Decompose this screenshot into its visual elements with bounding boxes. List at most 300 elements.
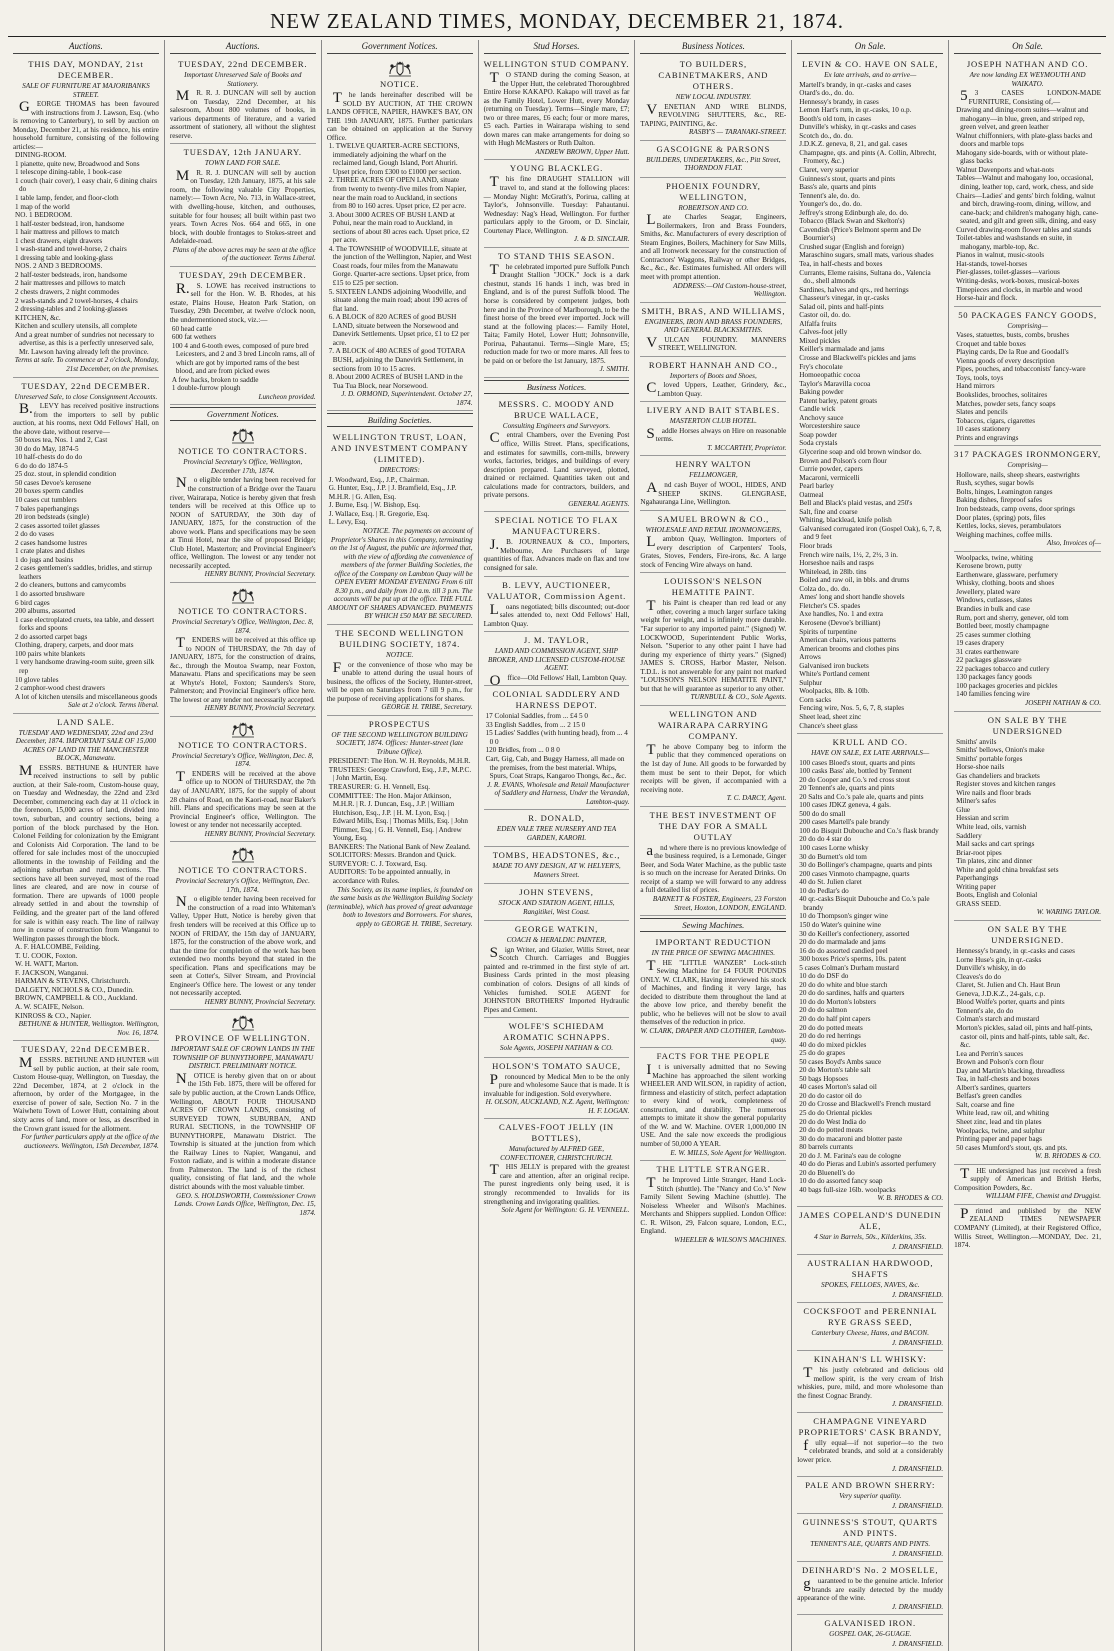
ad-line-item: 1 do assorted brushware <box>15 590 85 599</box>
ad-line-item: 25 doz. stout, in splendid condition <box>15 470 117 479</box>
ad-line-item: TREASURER: G. H. Vennell, Esq. <box>328 782 430 791</box>
advertisement <box>640 303 786 357</box>
ad-body: MR. R. J. DUNCAN will sell by auction on Tuesday, 12th January, 1875, at his sale room, the following valuable City Properties, namely:— Town Acre, No. 713, in Wallace-street, with dwelling-house, kitchen, and outhouses, suitable for four houses; all built within past two years. Town Acres Nos. 664 and 665, in one block, with double frontages to Stokes-street and Adelaide-road. <box>169 167 316 246</box>
ad-signature: J. DRANSFIELD. <box>891 1602 944 1611</box>
ad-line-item: Candle wick <box>799 405 836 414</box>
ad-line-item: Younger's do., do. do. <box>799 200 862 209</box>
ad-signature: W. B. RHODES & CO. <box>877 1194 944 1203</box>
ad-line-item: J. Burne, Esq. | W. Bishop, Esq. <box>328 501 420 510</box>
advertisement <box>640 56 786 141</box>
ad-line-item: Maraschino sugars, small mats, various shades <box>799 251 934 260</box>
column-heading: Auctions. <box>13 40 159 54</box>
ad-signature: W. CLARK, DRAPER AND CLOTHIER, Lambton-quay. <box>640 1026 787 1044</box>
ad-line-item: Chairs—Ladies' and gents' birch folding, walnut and birch, drawing-room, dining, willow, and cane-back; and children's mahogany high, cane-seated, and gilt and green silk, dining, and easy <box>956 191 1099 226</box>
ad-line-item: GRASS SEED. <box>956 899 1001 908</box>
ad-signature: NOTICE. The payments on account of Proprietor's Shares in this Company, terminating on the 1st of August, the public are informed that, with the view of affording the convenience of members of the former Building Societies, the office of the Company on Lambton Quay will be OPEN EVERY MONDAY EVENING From 6 till 8.30 p.m., and daily from 10 a.m. till 3 p.m. The accounts will be put up at the office. THE FULL AMOUNT OF SHARES ADVANCED. PAYMENTS BY WHICH £50 MAY BE SECURED. <box>327 527 473 621</box>
ad-subhead: COACH & HERALDIC PAINTER, <box>506 936 607 945</box>
ad-headline: THE BEST INVESTMENT OF THE DAY FOR A SMALL OUTLAY <box>649 809 778 842</box>
ad-line-item: Whiting, blacklead, knife polish <box>799 516 892 525</box>
ad-line-item: 10 do do Morton's lobsters <box>799 997 877 1006</box>
ad-line-item: 1 table lamp, fender, and floor-cloth <box>15 194 119 203</box>
ad-headline: JAMES COPELAND'S DUNEDIN ALE, <box>799 1210 942 1231</box>
ad-line-item: 2 hair mattresses and pillows to match <box>15 279 126 288</box>
ad-signature: WHEELER & WILSON'S MACHINES. <box>674 1235 787 1244</box>
ad-line-item: 2 wash-stands and 2 towel-horses, 4 chairs <box>15 296 138 305</box>
ad-line-item: 1 double-furrow plough <box>171 384 241 393</box>
ad-line-item: Salad oil, pints and half-pints <box>799 302 884 311</box>
ad-line-item: Calves-foot jelly <box>799 328 848 337</box>
ad-body: R.S. LOWE has received instructions to sell for the Hon. W. B. Rhodes, at his estate, Plains House, Heaton Park Station, on Tuesday, 29th December, at twelve o'clock noon, the undermentioned stock, viz.:— <box>169 280 316 324</box>
advertisement <box>797 734 943 1207</box>
ad-line-item: Vienna goods of every description <box>956 356 1055 365</box>
ad-body: The Improved Little Stranger, Hand Lock-Stitch (shuttle). The "Nancy and Co.'s" New Family Silent Sewing Machine (shuttle). The Noiseless Wheeler and Wilson's Machines. Merchants and Shippers supplied. London Office: C. R. Wilson, 29, Falcon square, London, E.C., England. <box>640 1175 787 1236</box>
ad-line-item: Toilet-tables and washstands en suite, in mahogany, marble-top, &c. <box>956 234 1072 251</box>
ad-line-item: Fencing wire, Nos. 5, 6, 7, 8, staples <box>799 704 905 713</box>
advertisement <box>640 511 786 574</box>
advertisement <box>484 1018 630 1058</box>
ad-line-item: Playing cards, De la Rue and Goodall's <box>956 348 1069 357</box>
ad-subhead: Canterbury Cheese, Hams, and BACON. <box>811 1329 929 1338</box>
ad-subhead: Provincial Secretary's Office, Wellington, Dec. 8, 1874. <box>172 618 314 635</box>
ad-headline: THE SECOND WELLINGTON BUILDING SOCIETY, 1874. <box>335 628 464 650</box>
ad-line-item: 40 do do mixed pickles <box>799 1040 867 1049</box>
ad-line-item: 40 do do Pieras and Lubin's assorted perfumery <box>799 1160 937 1169</box>
ad-line-item: Colza do., do. do. <box>799 584 851 593</box>
ad-headline: TUESDAY, 22nd DECEMBER. <box>178 59 308 69</box>
advertisement <box>954 552 1101 712</box>
ad-line-item: 15 Ladies' Saddles (with hunting head), from ... 4 0 0 <box>485 729 628 746</box>
ad-headline: NOTICE TO CONTRACTORS. <box>177 606 308 617</box>
ad-line-item: 300 boxes Price's sperms, 10s. patent <box>799 955 907 964</box>
ad-line-item: Baking dishes, fireproof safes <box>956 496 1042 505</box>
ad-signature: T. C. DARCY, Agent. <box>726 794 787 803</box>
ad-line-item: Smiths' portable forges <box>956 754 1023 763</box>
ad-line-item: M.H.R. | G. Allen, Esq. <box>328 492 397 501</box>
ad-headline: TUESDAY, 22nd DECEMBER. <box>21 380 151 391</box>
advertisement <box>327 429 473 625</box>
ad-line-item: Woolpacks, 8lb. & 10lb. <box>799 687 870 696</box>
column-7 <box>949 40 1106 1651</box>
ad-subhead: WHOLESALE AND RETAIL IRONMONGERS, <box>645 525 782 534</box>
ad-line-item: Geneva, J.D.K.Z., 24-gals, c.p. <box>956 989 1046 998</box>
ad-headline: WELLINGTON TRUST, LOAN, AND INVESTMENT COMPANY (LIMITED). <box>330 432 469 465</box>
advertisement <box>797 1615 943 1651</box>
ad-headline: GEORGE WATKIN, <box>514 924 599 935</box>
advertisement <box>954 446 1101 551</box>
ad-line-item: Vases, statuettes, busts, combs, brushes <box>956 331 1070 340</box>
ad-line-item: KITCHEN, &c. <box>15 313 61 322</box>
ad-signature: Also, Invoices of— <box>1046 539 1101 548</box>
ad-signature: J. DRANSFIELD. <box>891 1242 944 1251</box>
royal-arms-icon <box>230 427 256 444</box>
ad-line-item: Pier-glasses, toilet-glasses—various <box>956 268 1060 277</box>
ad-headline: IMPORTANT REDUCTION <box>655 937 772 948</box>
ad-line-item: 100 packages groceries and pickles <box>956 681 1058 690</box>
ad-signature: BARNETT & FOSTER, Engineers, 23 Forston Street, Hoxton, LONDON, ENGLAND. <box>652 894 787 912</box>
ad-line-item: Smiths' anvils <box>956 737 997 746</box>
ad-line-item: 16 do do assorted candied peel <box>799 946 888 955</box>
advertisement <box>640 573 786 706</box>
ad-line-item: 10 glove tables <box>15 675 59 684</box>
ad-line-item: G. Hunter, Esq., J.P. | J. Bramfield, Esq., J.P. <box>328 484 457 493</box>
advertisement <box>954 1205 1101 1253</box>
ad-line-item: 5 cases Colman's Durham mustard <box>799 963 899 972</box>
ad-line-item: KINROSS & CO., Napier. <box>15 1011 92 1020</box>
ad-headline: GUINNESS'S STOUT, QUARTS AND PINTS. <box>802 1517 938 1539</box>
ad-line-item: W. H. WATT, Marton. <box>15 960 79 969</box>
ad-line-item: 25 do do Oriental pickles <box>799 1108 872 1117</box>
ad-line-item: Windows, cutlasses, slates <box>956 596 1033 605</box>
royal-arms-icon <box>230 587 256 604</box>
ad-line-item: Tin plates, zinc and dinner <box>956 857 1033 866</box>
ad-body: B.LEVY has received positive instructions from the importers to sell by public auction, at his rooms, next Odd Fellows' Hall, on the above date, without reserve— <box>13 401 159 436</box>
ad-line-item: 100 pairs white blankets <box>15 649 86 658</box>
advertisement <box>170 583 316 717</box>
ad-line-item: 20 Salts and Co.'s pale ale, quarts and pints <box>799 792 924 801</box>
ad-line-item: Hand mirrors <box>956 382 995 391</box>
advertisement <box>640 706 786 807</box>
ad-headline: COCKSFOOT and PERENNIAL RYE GRASS SEED, <box>803 1306 938 1328</box>
ad-line-item: Castor oil, do. do. <box>799 311 851 320</box>
ad-line-item: 2 do cleaners, buttons and camycombs <box>15 581 126 590</box>
ad-line-item: Bell and Black's plaid vestas, and 250's <box>799 499 913 508</box>
ad-headline: MESSRS. C. MOODY AND BRUCE WALLACE, <box>498 398 615 420</box>
ad-headline: LOUISSON'S NELSON HEMATITE PAINT. <box>664 576 763 598</box>
ad-line-item: 30 do Bollinger's champagne, quarts and pints <box>799 861 933 870</box>
ad-subhead: MADE TO ANY DESIGN, AT W. HELYER'S, Manners Street. <box>492 862 621 879</box>
column-heading: On Sale. <box>954 40 1101 54</box>
ad-line-item: 40 do St. Julien claret <box>799 878 862 887</box>
ad-line-item: Printing paper and paper bags <box>956 1135 1042 1144</box>
ad-subhead: BUILDERS, UNDERTAKERS, &c., Pitt Street, THORNDON FLAT. <box>646 155 781 173</box>
ad-line-item: Lorne Huse's gin, in qr.-casks <box>956 955 1042 964</box>
ad-line-item: Jewellery, plated ware <box>956 587 1021 596</box>
columns-container <box>8 40 1106 1648</box>
ad-subhead: Important Unreserved Sale of Books and Stationery. <box>184 71 302 88</box>
ad-line-item: 50 boxes tea, Nos. 1 and 2, Cast <box>15 436 108 445</box>
advertisement <box>170 267 316 406</box>
ad-line-item: American brooms and clothes pins <box>799 644 900 653</box>
advertisement <box>797 1207 943 1255</box>
ad-headline: ROBERT HANNAH AND CO., <box>648 359 778 370</box>
ad-line-item: Lemon Hart's rum, in qr.-casks, 10 o.p. <box>799 106 912 115</box>
ad-line-item: Walnut chiffonniers, with plate-glass backs and doors and marble tops <box>956 131 1093 149</box>
ad-line-item: 20 do Crosse and Blackwell's French mustard <box>799 1100 931 1109</box>
ad-line-item: L. Levy, Esq. <box>328 518 368 527</box>
ad-line-item: 100 do Bisquit Dubouche and Co.'s flask brandy <box>799 826 939 835</box>
ad-signature: J. SMITH. <box>599 365 630 374</box>
ad-body: TO STAND during the coming Season, at the Upper Hutt, the celebrated Thoroughbred Entire Horse KAKAPO. Kakapo will travel as far as the Family Hotel, Lower Hutt, every Monday (returning on Tuesday). Terms—Single mare, £7; two or three mares, £6 each; four or more mares, £5 each. Parties in Wairarapa wishing to send down mares can make arrangements for doing so with Hugh McMasters or Ruth Dalton. <box>483 70 630 148</box>
advertisement <box>170 144 316 267</box>
column-heading: Business Notices. <box>640 40 786 54</box>
ad-line-item: White lead, oils, varnish <box>956 823 1027 832</box>
ad-line-item: Gas chandeliers and brackets <box>956 771 1040 780</box>
ad-line-item: 40 qr.-casks Bisquit Dubouche and Co.'s pale brandy <box>799 895 930 912</box>
ad-line-item: Briar-root pipes <box>956 848 1002 857</box>
section-heading: Sewing Machines. <box>640 918 786 932</box>
ad-line-item: NOS. 2 AND 3 BEDROOMS. <box>15 262 103 271</box>
ad-line-item: Milner's safes <box>956 797 996 806</box>
ad-headline: NOTICE TO CONTRACTORS. <box>177 739 308 750</box>
ad-line-item: Rush, scythes, sugar bowls <box>956 479 1034 488</box>
ad-signature: GEO. S. HOLDSWORTH, Commissioner Crown Lands. Crown Lands Office, Wellington, Dec. 15, 1874. <box>174 1191 316 1217</box>
ad-headline: TUESDAY, 22nd DECEMBER. <box>21 1044 151 1055</box>
ad-subhead: ENGINEERS, IRON AND BRASS FOUNDERS, AND GENERAL BLACKSMITHS. <box>644 317 783 335</box>
ad-line-item: Fletcher's CS. spades <box>799 601 861 610</box>
advertisement <box>170 56 316 144</box>
advertisement <box>484 632 630 689</box>
ad-body: GEORGE THOMAS has been favoured with instructions from J. Lawson, Esq. (who is removing to Canterbury), to sell by auction on Monday, December 21, at his residence, his entire household furniture, consisting of the following articles:— <box>13 99 159 151</box>
ad-line-item: Ames' long and short handle shovels <box>799 593 905 602</box>
ad-line-item: A lot of kitchen utensils and miscellaneous goods <box>15 692 158 701</box>
ad-line-item: 50 cases Boyd's Ambs sauce <box>799 1057 882 1066</box>
ad-line-item: Guinness's stout, quarts and pints <box>799 174 896 183</box>
ad-line-item: 100 4 and 6-tooth ewes, composed of pure bred Leicesters, and 2 and 3 bred Lincoln rams, all of which are got by imported rams of the best blood, and are from picked ewes <box>171 341 315 376</box>
advertisement <box>484 884 630 921</box>
ad-headline: GASCOIGNE & PARSONS <box>656 143 771 154</box>
ad-line-item: 20 do J. M. Farina's eau de cologne <box>799 1151 901 1160</box>
ad-line-item: Sulphur <box>799 678 823 687</box>
ad-body: For the convenience of those who may be unable to attend during the usual hours of business, the offices of the Society, Hunter-street, will be open on Saturdays from 7 till 9 p.m., for the purpose of receiving applications for shares. <box>326 659 473 703</box>
ad-line-item: 20 do do castor oil do <box>799 1091 862 1100</box>
ad-line-item: Corn sacks <box>799 695 832 704</box>
ad-line-item: 30 do Keiller's confectionery, assorted <box>799 929 910 938</box>
advertisement <box>484 1058 630 1120</box>
ad-signature: ANDREW BROWN, Upper Hutt. <box>535 147 630 156</box>
ad-signature: This Society, as its name implies, is founded on the same basis as the Wellington Building Society (terminable), which has proved of great advantage both to Investors and Borrowers. For shares, apply to GEORGE H. TRIBE, Secretary. <box>326 885 473 928</box>
ad-line-item: Horse-shoe nails <box>956 763 1005 772</box>
advertisement <box>797 1562 943 1615</box>
ad-line-item: Sardines, halves and qrs., red herrings <box>799 285 909 294</box>
ad-line-item: 7 bales paperhangings <box>15 504 79 513</box>
ad-subhead: Very superior quality. <box>839 1492 902 1501</box>
ad-line-item: Dunville's whisky, in qr.-casks and cases <box>799 123 917 132</box>
advertisement <box>170 1010 316 1220</box>
ad-signature: Plans of the above acres may be seen at the office of the auctioneer. Terms Liberal. <box>172 245 316 263</box>
advertisement <box>484 686 630 810</box>
ad-subhead: GOSPEL OAK, 26-GUAGE. <box>829 1630 912 1639</box>
ad-line-item: Currants, Eleme raisins, Sultana do., Valencia do., shell almonds <box>799 268 931 286</box>
ad-body: And cash Buyer of WOOL, HIDES, AND SHEEP SKINS. GLENGRASE, Ngahauranga Line, Wellington. <box>640 479 787 507</box>
ad-line-item: Soda crystals <box>799 439 838 448</box>
ad-line-item: Mixed pickles <box>799 336 841 345</box>
ad-headline: COLONIAL SADDLERY AND HARNESS DEPOT. <box>492 689 621 711</box>
ad-line-item: Blood Wolfe's porter, quarts and pints <box>956 998 1065 1007</box>
ad-line-item: 6. A BLOCK of 820 ACRES of good BUSH LAND, situate between the Norsewood and Danevirk Settlements. Upset price, £1 to £2 per acre. <box>328 313 470 347</box>
advertisement <box>640 456 786 510</box>
ad-line-item: 20 Tennent's ale, quarts and pints <box>799 784 895 793</box>
ad-line-item: 100 cases Bloed's stout, quarts and pints <box>799 758 915 767</box>
ad-signature: E. W. MILLS, Sole Agent for Wellington. <box>670 1148 787 1157</box>
ad-body: THE "LITTLE WANZER" Lock-stitch Sewing Machine for £4 FOUR POUNDS ONLY. W. CLARK, Having interviewed his stock of Machines, and finding it very large, has decided to distribute them throughout the land at the above low price, and thereby benefit the public, who he believes will not be slow to avail themselves of the reduction in price. <box>640 957 787 1027</box>
advertisement <box>797 1255 943 1303</box>
ad-line-item: Alfalfa fruits <box>799 319 837 328</box>
ad-headline: SMITH, BRAS, AND WILLIAMS, <box>641 305 786 316</box>
ad-line-item: Glycerine soap and old brown windsor do. <box>799 448 922 457</box>
ad-headline: WELLINGTON STUD COMPANY. <box>483 59 630 69</box>
ad-line-item: AUDITORS: To be appointed annually, in accordance with Rules. <box>328 868 451 885</box>
ad-line-item: Patent barley, patent groats <box>799 396 878 405</box>
ad-line-item: Whitelead, in 28lb. tins <box>799 567 867 576</box>
ad-line-item: Bass's ale, quarts and pints <box>799 183 877 192</box>
ad-body: The celebrated imported pure Suffolk Punch Draught Stallion "JOCK." Jock is a dark chestnut, stands 16 hands 1 inch, was bred in England, and is of the purest Suffolk blood. The horse is considered by competent judges, both here and in the Province of Marlborough, to be the finest horse of the breed ever imported. Jock will stand at the following places:— Family Hotel, Taita; Family Hotel, Lower Hutt; Johnsonville, Porirua, Pahautanui. Terms—Single Mare, £5; reduction made for two or more mares. All fees to be paid on or before the 1st January, 1875. <box>483 261 630 365</box>
ad-line-item: 1 couch (hair cover), 1 easy chair, 6 dining chairs do <box>15 176 158 194</box>
ad-line-item: 2 cases assorted toilet glasses <box>15 521 100 530</box>
ad-subhead: LAND AND COMMISSION AGENT, SHIP BROKER, AND LICENSED CUSTOM-HOUSE AGENT. <box>487 647 626 673</box>
ad-line-item: 30 do Burnett's old tom <box>799 852 867 861</box>
ad-headline: NOTICE TO CONTRACTORS. <box>177 446 308 457</box>
ad-line-item: Slates and pencils <box>956 408 1008 417</box>
advertisement <box>797 56 943 734</box>
ad-headline: 317 PACKAGES IRONMONGERY, <box>954 449 1101 460</box>
ad-headline: HENRY WALTON <box>675 459 752 470</box>
ad-line-item: 2 cases handsome lustres <box>15 538 88 547</box>
ad-line-item: Floor brads <box>799 542 833 551</box>
ad-line-item: 25 cases summer clothing <box>956 630 1031 639</box>
ad-line-item: Oatmeal <box>799 490 824 499</box>
ad-line-item: Drawing and dining-room suites—walnut and mahogany—in blue, green, and striped rep, green velvet, and green leather <box>956 106 1089 132</box>
ad-line-item: 20 do do West India do <box>799 1117 866 1126</box>
ad-line-item: 1 pianette, quite new, Broadwood and Sons <box>15 159 140 168</box>
ad-line-item: A. W. SCAIFE, Nelson. <box>15 1003 84 1011</box>
section-heading: Government Notices. <box>170 407 316 421</box>
royal-arms-icon <box>230 1014 256 1031</box>
ad-line-item: Belfast's green candles <box>956 1092 1022 1101</box>
ad-headline: NOTICE. <box>380 79 420 89</box>
ad-signature: HENRY BUNNY, Provincial Secretary. <box>204 829 316 838</box>
ad-line-item: Chance's sheet glass <box>799 721 858 730</box>
ad-subhead: IMPORTANT SALE OF CROWN LANDS IN THE TOWNSHIP OF BUNNYTHORPE, MANAWATU DISTRICT. PRELIMINARY NOTICE. <box>171 1045 315 1071</box>
ad-line-item: 25 do do grapes <box>799 1049 845 1058</box>
ad-line-item: Galvanised iron buckets <box>799 661 869 670</box>
ad-headline: THIS DAY, MONDAY, 21st DECEMBER. <box>28 59 144 80</box>
ad-line-item: Pipes, pouches, and tobacconists' fancy-ware <box>956 365 1086 374</box>
ad-line-item: Kerosene (Devoe's brilliant) <box>799 618 881 627</box>
advertisement <box>484 248 630 378</box>
ad-subhead: 4 Star in Barrels, 50s., Kilderkins, 35s. <box>814 1233 927 1241</box>
ad-line-item: Sheet zinc, lead and tin plates <box>956 1117 1042 1126</box>
ad-headline: GALVANISED IRON. <box>824 1618 916 1629</box>
ad-line-item: Mahogany side-boards, with or without plate-glass backs <box>956 148 1088 166</box>
ad-line-item: 1 map of the world <box>15 202 70 211</box>
ad-line-item: 120 Bridles, from ... 0 8 0 <box>485 746 560 755</box>
ad-line-item: J. Wallace, Esq. | R. Gregorie, Esq. <box>328 509 430 518</box>
ad-line-item: Pianos in walnut, music-stools <box>956 251 1044 260</box>
column-6 <box>792 40 949 1651</box>
section-heading: Business Notices. <box>484 380 630 394</box>
ad-line-item: Keiller's marmalade and jams <box>799 345 885 354</box>
ad-line-item: Pearl barley <box>799 482 834 491</box>
ad-headline: PHOENIX FOUNDRY, WELLINGTON, <box>665 180 761 202</box>
ad-subhead: Importers of Boots and Shoes, <box>669 371 757 380</box>
column-heading: Stud Horses. <box>484 40 630 54</box>
ad-line-item: Salt, coarse and fine <box>956 1100 1015 1109</box>
ad-subhead: OF THE SECOND WELLINGTON BUILDING SOCIETY, 1874. Offices: Hunter-street (late Tribune Office). <box>331 730 468 756</box>
ad-body: Central Chambers, over the Evening Post office, Willis Street. Plans, specifications, and estimates for sawmills, corn-mills, brewery works, factories, bridges, and buildings of every description prepared. Land surveyed, plotted, drained or reclaimed. Quantities taken out and calculations made for contractors, builders, and private persons. <box>483 430 630 500</box>
column-1 <box>8 40 165 1651</box>
ad-line-item: 30 do do macaroni and blotter paste <box>799 1134 903 1143</box>
ad-signature: Luncheon provided. <box>258 392 316 401</box>
ad-signature: BETHUNE & HUNTER, Wellington. Wellington, Nov. 16, 1874. <box>18 1020 159 1037</box>
ad-line-item: 2. THREE ACRES OF OPEN LAND, situate from twenty to twenty-five miles from Napier, near the main road to Auckland, in sections from 80 to 160 acres. Upset price, £2 per acre. <box>328 176 467 211</box>
ad-subhead: IN THE PRICE OF SEWING MACHINES. <box>651 949 776 958</box>
advertisement <box>797 1303 943 1351</box>
ad-line-item: 30 do do May, 1874-5 <box>15 444 79 453</box>
ad-line-item: Paperhangings <box>956 874 999 883</box>
ad-line-item: Claret, St. Julien and Ch. Haut Brun <box>956 981 1061 990</box>
ad-line-item: DALGETY, NICHOLS & CO., Dunedin. <box>15 985 134 994</box>
ad-headline: JOHN STEVENS, <box>519 887 594 898</box>
ad-line-item: HARMAN & STEVENS, Christchurch. <box>15 977 131 986</box>
ad-line-item: Saddlery <box>956 831 982 840</box>
ad-signature: W. B. RHODES & CO. <box>1035 1152 1101 1161</box>
ad-line-item: 2 chests drawers, 2 night commodes <box>15 288 120 297</box>
ad-line-item: 500 do do small <box>799 809 846 818</box>
ad-line-item: Brandies in bulk and case <box>956 604 1030 613</box>
ad-signature: T. MCCARTHY, Proprietor. <box>707 443 787 452</box>
ad-line-item: Woolpacks, twine, whiting <box>956 553 1034 562</box>
ad-line-item: Tennent's ale, do. do. <box>799 191 860 200</box>
ad-line-item: Clothing, drapery, carpets, and door mats <box>15 641 134 650</box>
ad-body: Late Charles Seagar, Engineers, Boilermakers, Iron and Brass Founders, Smiths, &c. Manufacturers of every description of Steam Engines, Boilers, Machinery for Saw Mills, and all Ironwork necessary for the construction of Contractors' Waggons, Railway or other Bridges, &c., &c., &c. Estimates furnished. All orders will meet with prompt attention. <box>640 212 787 282</box>
ad-body: TENDERS will be received at this office up to NOON of THURSDAY, the 7th day of JANUARY, 1875, for the construction of drains, &c., through the Moutoa Swamp, near Foxton, Manawatu. Plans and specifications may be seen at Whyte's Hotel, Foxton; Saunders's Store, Palmerston; and Provincial Engineer's office here. The lowest or any tender not necessarily accepted. <box>169 635 316 704</box>
ad-subhead: Provincial Secretary's Office, Wellington, Dec. 17th, 1874. <box>175 877 310 894</box>
ad-line-item: 200 cases Vinmoto champagne, quarts <box>799 869 910 878</box>
ad-line-item: And a great number of sundries not necessary to advertise, as this is a perfectly unreserved sale, Mr. Lawson having already left the province. <box>15 330 154 356</box>
ad-line-item: Brown and Polson's corn flour <box>799 456 887 465</box>
ad-body: No eligible tender having been received for the construction of a road into Whiteman's Valley, Upper Hutt, Notice is hereby given that fresh tenders will be received at this Office up to NOON of FRIDAY, the 15th day of JANUARY, 1875, for the construction of the above work, and that the time for completion of the work has been extended two months beyond that stated in the specification. Plans and specifications may be seen at Cotter's, Silver Stream, and Provincial Engineer's Office here. The lowest or any tender not necessarily accepted. <box>169 894 316 998</box>
ad-line-item: Boots, English and Colonial <box>956 891 1038 900</box>
ad-line-item: 31 crates earthenware <box>956 647 1019 656</box>
ad-line-item: Sheet lead, sheet zinc <box>799 712 862 721</box>
ad-subhead: Ex late arrivals, and to arrive— <box>824 71 917 79</box>
ad-line-item: F. JACKSON, Wanganui. <box>15 968 89 977</box>
column-heading: Government Notices. <box>327 40 473 54</box>
advertisement <box>954 712 1101 921</box>
ad-line-item: Cavendish (Price's Belmont sperm and De Bournier's) <box>799 225 921 243</box>
ad-line-item: Glue <box>956 805 971 814</box>
advertisement <box>484 847 630 884</box>
ad-line-item: Baking powder <box>799 388 844 397</box>
ad-signature: H. OLSON, AUCKLAND, N.Z. Agent, Wellington: H. F. LOGAN. <box>485 1098 630 1115</box>
ad-headline: R. DONALD, <box>528 813 585 824</box>
ad-line-item: 8. About 2000 ACRES of BUSH LAND in the Tua Tua Block, near Norsewood. <box>328 373 463 390</box>
ad-line-item: 20 do do salmon <box>799 1006 847 1015</box>
ad-headline: PROSPECTUS <box>368 718 431 729</box>
advertisement <box>640 1048 786 1161</box>
ad-line-item: Walnut Davenports and what-nots <box>956 165 1054 174</box>
masthead: NEW ZEALAND TIMES, MONDAY, DECEMBER 21, 1874. <box>8 6 1106 37</box>
ad-headline: NOTICE TO CONTRACTORS. <box>177 865 308 876</box>
ad-subhead: TENNENT'S ALE, QUARTS AND PINTS. <box>810 1540 931 1549</box>
ad-headline: KRULL AND CO. <box>832 737 908 748</box>
ad-line-item: Macaroni, vermicelli <box>799 473 860 482</box>
ad-signature: WILLIAM FIFE, Chemist and Druggist. <box>985 1192 1101 1201</box>
ad-line-item: 10 do Thompson's ginger wine <box>799 912 888 921</box>
ad-line-item: 1 half-tester bedstead, iron, handsome <box>15 219 125 228</box>
ad-subhead: MASTERTON CLUB HOTEL. <box>669 417 757 426</box>
ad-headline: HOLSON'S TOMATO SAUCE, <box>492 1060 621 1071</box>
ad-line-item: Timepieces and clocks, in marble and wood <box>956 285 1083 294</box>
ad-line-item: 140 families fencing wire <box>956 690 1030 699</box>
ad-body: MESSRS. BETHUNE & HUNTER have received instructions to sell by public auction, at their Sale-room, Custom-house quay, on Tuesday and Wednesday, the 22nd and 23rd December, commencing each day at 11 o'clock in the forenoon, 15,000 acres of land, divided into town, suburban, and country sections, being a portion of the block purchased by the Hon. Colonel Feilding for colonization by the Emigrant and Colonists Aid Corporation. The land to be offered for sale includes most of the unoccupied allotments in the township of Feilding and the adjoining suburban and rural sections. The sections have all been surveyed, most of the road lines are cleared, and are now in course of formation. There are upwards of 1000 people already settled in and about the township of Feilding, and the greater part of the land offered for sale is within easy reach. The line of railway now in course of construction from Wanganui to Wellington passes through the block. <box>13 762 159 943</box>
advertisement <box>484 1119 630 1217</box>
ad-line-item: Dunville's whisky, in do <box>956 964 1026 973</box>
ad-signature: Sale at 2 o'clock. Terms liberal. <box>67 701 159 710</box>
ad-line-item: 20 do do potted meats <box>799 1023 863 1032</box>
ad-signature: J. DRANSFIELD. <box>891 1338 944 1347</box>
ad-line-item: Writing paper <box>956 882 996 891</box>
